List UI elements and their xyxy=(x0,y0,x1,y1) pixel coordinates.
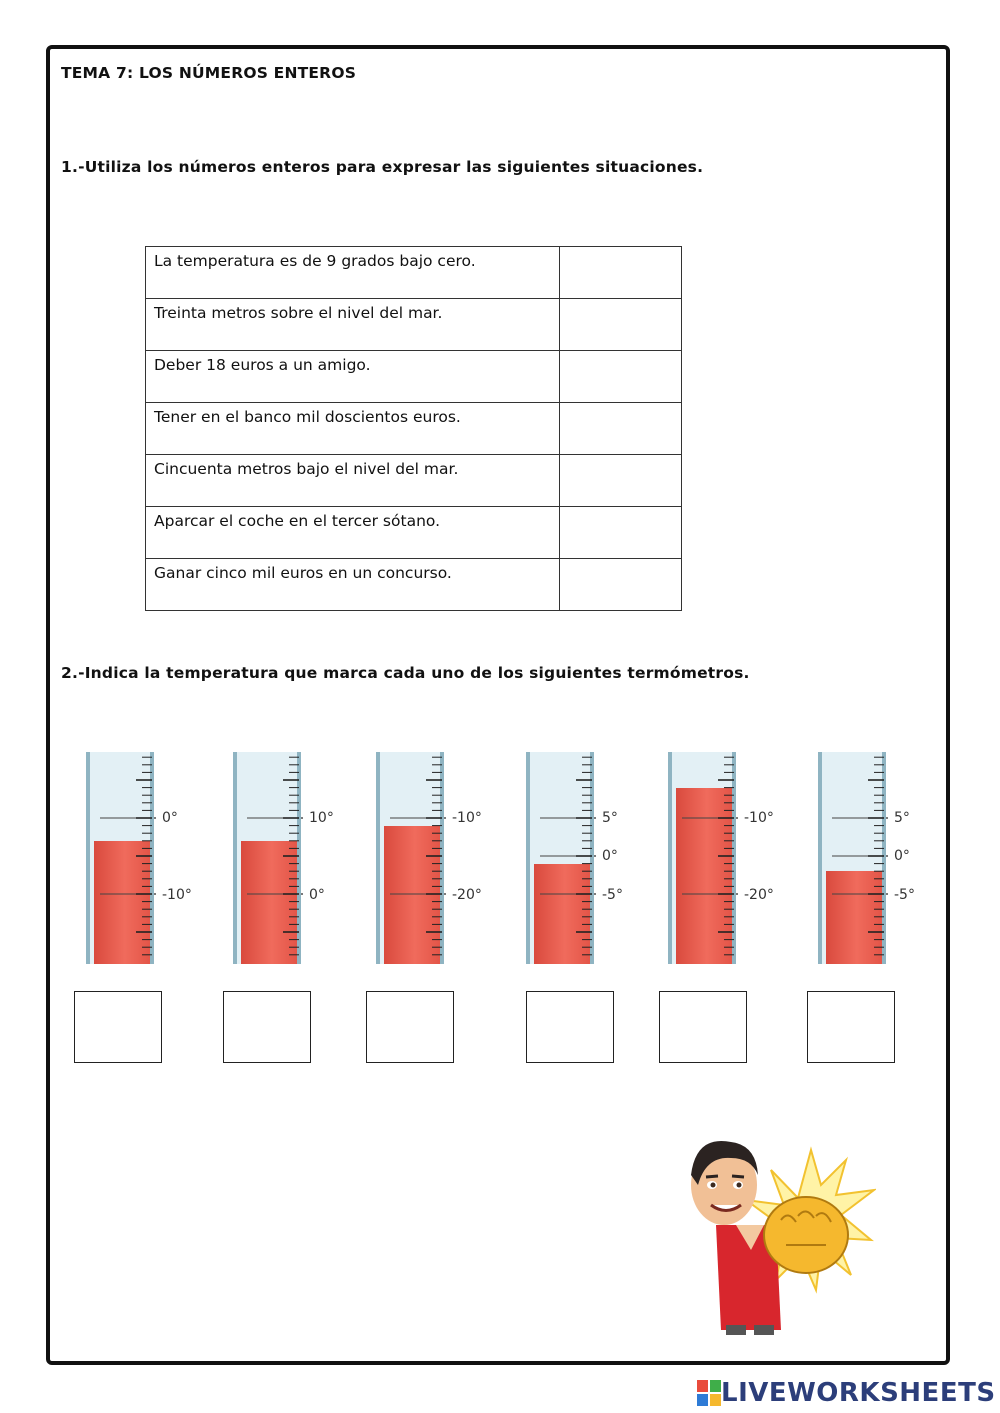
answer-box-6[interactable] xyxy=(807,991,895,1063)
tick-scale xyxy=(526,752,596,964)
situation-text: Cincuenta metros bajo el nivel del mar. xyxy=(146,455,560,507)
tick-label: 5° xyxy=(894,810,910,826)
table-row xyxy=(146,455,682,507)
tick-label: 0° xyxy=(309,887,325,903)
thermometer-1 xyxy=(86,752,216,964)
answer-box-5[interactable] xyxy=(659,991,747,1063)
page-title: TEMA 7: LOS NÚMEROS ENTEROS xyxy=(61,64,357,82)
table-row xyxy=(146,299,682,351)
answer-cell[interactable] xyxy=(560,299,682,351)
answer-box-1[interactable] xyxy=(74,991,162,1063)
tick-label: -10° xyxy=(162,887,192,903)
situation-text: Tener en el banco mil doscientos euros. xyxy=(146,403,560,455)
avatar-illustration xyxy=(676,1130,876,1335)
answer-cell[interactable] xyxy=(560,247,682,299)
thermometer-3 xyxy=(376,752,506,964)
liveworksheets-logo xyxy=(697,1378,996,1408)
table-row xyxy=(146,559,682,611)
situation-text: Ganar cinco mil euros en un concurso. xyxy=(146,559,560,611)
answer-cell[interactable] xyxy=(560,403,682,455)
tick-scale xyxy=(233,752,303,964)
tick-scale xyxy=(86,752,156,964)
answer-cell[interactable] xyxy=(560,351,682,403)
tick-scale xyxy=(668,752,738,964)
answer-box-3[interactable] xyxy=(366,991,454,1063)
thermometer-4 xyxy=(526,752,656,964)
tick-label: -20° xyxy=(744,887,774,903)
tick-label: 5° xyxy=(602,810,618,826)
tick-label: -20° xyxy=(452,887,482,903)
answer-cell[interactable] xyxy=(560,507,682,559)
fist-icon xyxy=(764,1197,848,1273)
tick-scale xyxy=(818,752,888,964)
logo-icon xyxy=(697,1380,721,1406)
answer-cell[interactable] xyxy=(560,455,682,507)
tick-label: -10° xyxy=(744,810,774,826)
thermometer-2 xyxy=(233,752,363,964)
exercise-1-heading: 1.-Utiliza los números enteros para expresar las siguientes situaciones. xyxy=(61,158,704,176)
tick-label: 0° xyxy=(162,810,178,826)
situation-text: Deber 18 euros a un amigo. xyxy=(146,351,560,403)
answer-box-2[interactable] xyxy=(223,991,311,1063)
situation-text: La temperatura es de 9 grados bajo cero. xyxy=(146,247,560,299)
table-row xyxy=(146,507,682,559)
table-row xyxy=(146,351,682,403)
thermometer-6 xyxy=(818,752,948,964)
logo-text: LIVEWORKSHEETS xyxy=(721,1378,996,1408)
answer-box-4[interactable] xyxy=(526,991,614,1063)
tick-label: 0° xyxy=(894,848,910,864)
tick-label: 0° xyxy=(602,848,618,864)
tick-label: -5° xyxy=(602,887,623,903)
answer-cell[interactable] xyxy=(560,559,682,611)
situation-text: Aparcar el coche en el tercer sótano. xyxy=(146,507,560,559)
situation-text: Treinta metros sobre el nivel del mar. xyxy=(146,299,560,351)
table-row xyxy=(146,247,682,299)
tick-scale xyxy=(376,752,446,964)
tick-label: -5° xyxy=(894,887,915,903)
situations-table xyxy=(145,246,682,611)
tick-label: 10° xyxy=(309,810,334,826)
exercise-2-heading: 2.-Indica la temperatura que marca cada uno de los siguientes termómetros. xyxy=(61,664,750,682)
thermometer-5 xyxy=(668,752,798,964)
tick-label: -10° xyxy=(452,810,482,826)
table-row xyxy=(146,403,682,455)
